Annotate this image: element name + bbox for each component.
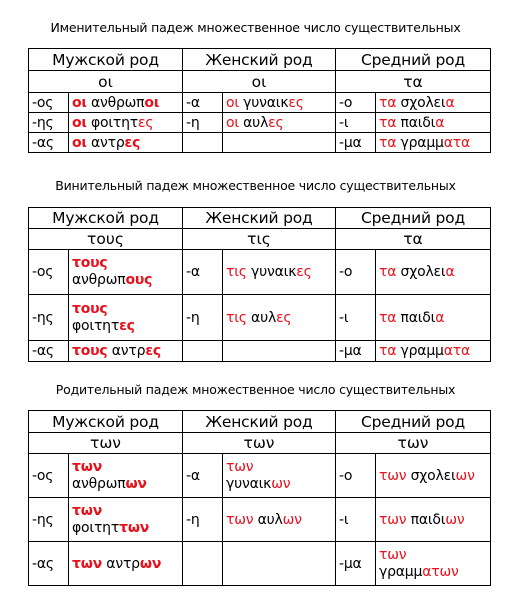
example-stem: γραμμ <box>396 343 444 359</box>
example-stem: αυλ <box>253 511 283 528</box>
neut-suffix: -ο <box>336 454 376 498</box>
example-ending: α <box>435 309 445 326</box>
header-neuter: Средний род <box>336 411 491 433</box>
example-article: τα <box>379 343 397 359</box>
example-stem: ανθρωπ <box>86 94 145 111</box>
table-row <box>29 341 491 362</box>
neut-suffix: -ι <box>336 295 376 341</box>
example-article: των <box>72 502 103 519</box>
example-stem: σχολει <box>406 467 456 484</box>
fem-suffix <box>183 542 223 586</box>
neut-suffix: -ο <box>336 250 376 295</box>
example-article: τις <box>226 264 247 280</box>
gender-header-row <box>29 208 491 229</box>
example-article: των <box>226 458 254 475</box>
example-ending: ες <box>296 264 312 280</box>
table-row <box>29 295 491 341</box>
neut-suffix: -ι <box>336 113 376 133</box>
example-article: τους <box>72 300 108 317</box>
example-ending: των <box>119 519 150 536</box>
example-article: οι <box>72 94 87 111</box>
example-ending: ατα <box>443 134 471 151</box>
example-ending: ων <box>271 475 291 492</box>
article-row <box>29 71 491 93</box>
example-stem: γραμμ <box>379 563 423 580</box>
example-article: των <box>72 458 103 475</box>
example-article: τα <box>379 114 397 131</box>
article-row <box>29 433 491 454</box>
header-masculine: Мужской род <box>29 208 183 229</box>
neut-suffix: -μα <box>336 341 376 362</box>
fem-suffix: -α <box>183 250 223 295</box>
neut-example <box>376 133 491 153</box>
header-feminine: Женский род <box>183 49 336 71</box>
example-stem: ανθρωπ <box>72 272 126 288</box>
fem-suffix: -η <box>183 498 223 542</box>
example-stem: φοιτητ <box>72 317 120 334</box>
example-stem: αντρ <box>86 134 125 151</box>
fem-example <box>223 542 336 586</box>
masc-suffix: -ος <box>29 93 69 113</box>
header-neuter: Средний род <box>336 49 491 71</box>
example-article: οι <box>226 94 239 111</box>
neut-example <box>376 542 491 586</box>
fem-example <box>223 113 336 133</box>
example-article: τα <box>379 134 397 151</box>
masc-example <box>69 295 183 341</box>
header-feminine: Женский род <box>183 208 336 229</box>
example-article: τις <box>226 309 247 326</box>
example-stem: σχολει <box>396 264 446 280</box>
example-ending: α <box>445 94 455 111</box>
gender-header-row <box>29 411 491 433</box>
neut-example <box>376 113 491 133</box>
example-ending: ες <box>138 114 154 131</box>
example-stem: γυναικ <box>246 264 297 280</box>
example-ending: ες <box>288 94 304 111</box>
example-stem: γυναικ <box>238 94 289 111</box>
example-ending: ων <box>125 475 147 492</box>
neut-suffix: -μα <box>336 133 376 153</box>
table-row <box>29 133 491 153</box>
article-masculine: των <box>29 433 183 454</box>
neut-suffix: -μα <box>336 542 376 586</box>
example-ending: ες <box>276 309 292 326</box>
example-ending: ατων <box>422 563 459 580</box>
fem-suffix: -η <box>183 113 223 133</box>
example-article: τα <box>379 94 397 111</box>
neut-example <box>376 341 491 362</box>
neut-suffix: -ι <box>336 498 376 542</box>
masc-example <box>69 454 183 498</box>
masc-suffix: -ης <box>29 113 69 133</box>
fem-example <box>223 498 336 542</box>
fem-suffix: -η <box>183 295 223 341</box>
example-stem: ανθρωπ <box>72 475 126 492</box>
example-ending: ατα <box>443 343 471 359</box>
masc-suffix: -ης <box>29 498 69 542</box>
fem-suffix <box>183 341 223 362</box>
fem-example <box>223 454 336 498</box>
masc-suffix: -ος <box>29 454 69 498</box>
article-masculine: τους <box>29 229 183 250</box>
article-feminine: οι <box>183 71 336 93</box>
article-neuter: των <box>336 433 491 454</box>
example-stem: παιδι <box>396 309 436 326</box>
neut-example <box>376 498 491 542</box>
fem-example <box>223 295 336 341</box>
masc-suffix: -ας <box>29 341 69 362</box>
gender-header-row <box>29 49 491 71</box>
table-accusative <box>28 207 491 362</box>
table-genitive <box>28 410 491 586</box>
fem-suffix: -α <box>183 93 223 113</box>
article-neuter: τα <box>336 71 491 93</box>
table-title-nominative: Именительный падеж множественное число существительных <box>50 20 461 35</box>
example-ending: ες <box>119 317 135 334</box>
example-article: οι <box>72 134 87 151</box>
masc-example <box>69 113 183 133</box>
example-stem: γραμμ <box>396 134 444 151</box>
example-ending: α <box>445 264 455 280</box>
example-stem: σχολει <box>396 94 446 111</box>
masc-example <box>69 250 183 295</box>
example-stem: φοιτητ <box>86 114 139 131</box>
example-stem: γυναικ <box>226 475 272 492</box>
fem-suffix <box>183 133 223 153</box>
example-ending: ες <box>268 114 284 131</box>
example-stem: αυλ <box>238 114 269 131</box>
table-row <box>29 250 491 295</box>
masc-suffix: -ας <box>29 133 69 153</box>
example-stem: φοιτητ <box>72 519 120 536</box>
table-row <box>29 113 491 133</box>
example-ending: οι <box>144 94 160 111</box>
masc-example <box>69 93 183 113</box>
fem-example <box>223 93 336 113</box>
fem-example <box>223 341 336 362</box>
header-masculine: Мужской род <box>29 411 183 433</box>
header-masculine: Мужской род <box>29 49 183 71</box>
neut-example <box>376 454 491 498</box>
masc-suffix: -ης <box>29 295 69 341</box>
table-row <box>29 542 491 586</box>
masc-example <box>69 498 183 542</box>
table-nominative <box>28 48 491 153</box>
table-row <box>29 454 491 498</box>
example-article: των <box>379 511 407 528</box>
article-neuter: τα <box>336 229 491 250</box>
example-article: των <box>379 467 407 484</box>
example-stem: αντρ <box>107 343 146 359</box>
article-feminine: των <box>183 433 336 454</box>
masc-suffix: -ας <box>29 542 69 586</box>
masc-example <box>69 341 183 362</box>
example-article: τα <box>379 309 397 326</box>
neut-example <box>376 250 491 295</box>
article-row <box>29 229 491 250</box>
article-masculine: οι <box>29 71 183 93</box>
example-article: των <box>379 546 407 563</box>
example-article: τα <box>379 264 397 280</box>
table-title-genitive: Родительный падеж множественное число существительных <box>55 382 456 397</box>
example-ending: ες <box>145 343 162 359</box>
header-neuter: Средний род <box>336 208 491 229</box>
fem-suffix: -α <box>183 454 223 498</box>
example-article: οι <box>72 114 87 131</box>
example-ending: ες <box>124 134 141 151</box>
table-row <box>29 93 491 113</box>
article-feminine: τις <box>183 229 336 250</box>
masc-example <box>69 542 183 586</box>
example-article: τους <box>72 255 108 271</box>
example-stem: αυλ <box>246 309 277 326</box>
example-ending: ων <box>282 511 302 528</box>
neut-example <box>376 295 491 341</box>
masc-example <box>69 133 183 153</box>
neut-example <box>376 93 491 113</box>
neut-suffix: -ο <box>336 93 376 113</box>
example-article: των <box>226 511 254 528</box>
example-article: των <box>72 555 103 572</box>
example-ending: ων <box>445 511 465 528</box>
example-ending: α <box>435 114 445 131</box>
masc-suffix: -ος <box>29 250 69 295</box>
header-feminine: Женский род <box>183 411 336 433</box>
example-stem: παιδι <box>396 114 436 131</box>
example-article: οι <box>226 114 239 131</box>
fem-example <box>223 133 336 153</box>
example-ending: ων <box>139 555 162 572</box>
example-stem: παιδι <box>406 511 446 528</box>
table-title-accusative: Винительный падеж множественное число существительных <box>55 178 456 193</box>
example-article: τους <box>72 343 108 359</box>
table-row <box>29 498 491 542</box>
example-ending: ων <box>455 467 475 484</box>
fem-example <box>223 250 336 295</box>
example-ending: ους <box>125 272 153 288</box>
example-stem: αντρ <box>102 555 140 572</box>
